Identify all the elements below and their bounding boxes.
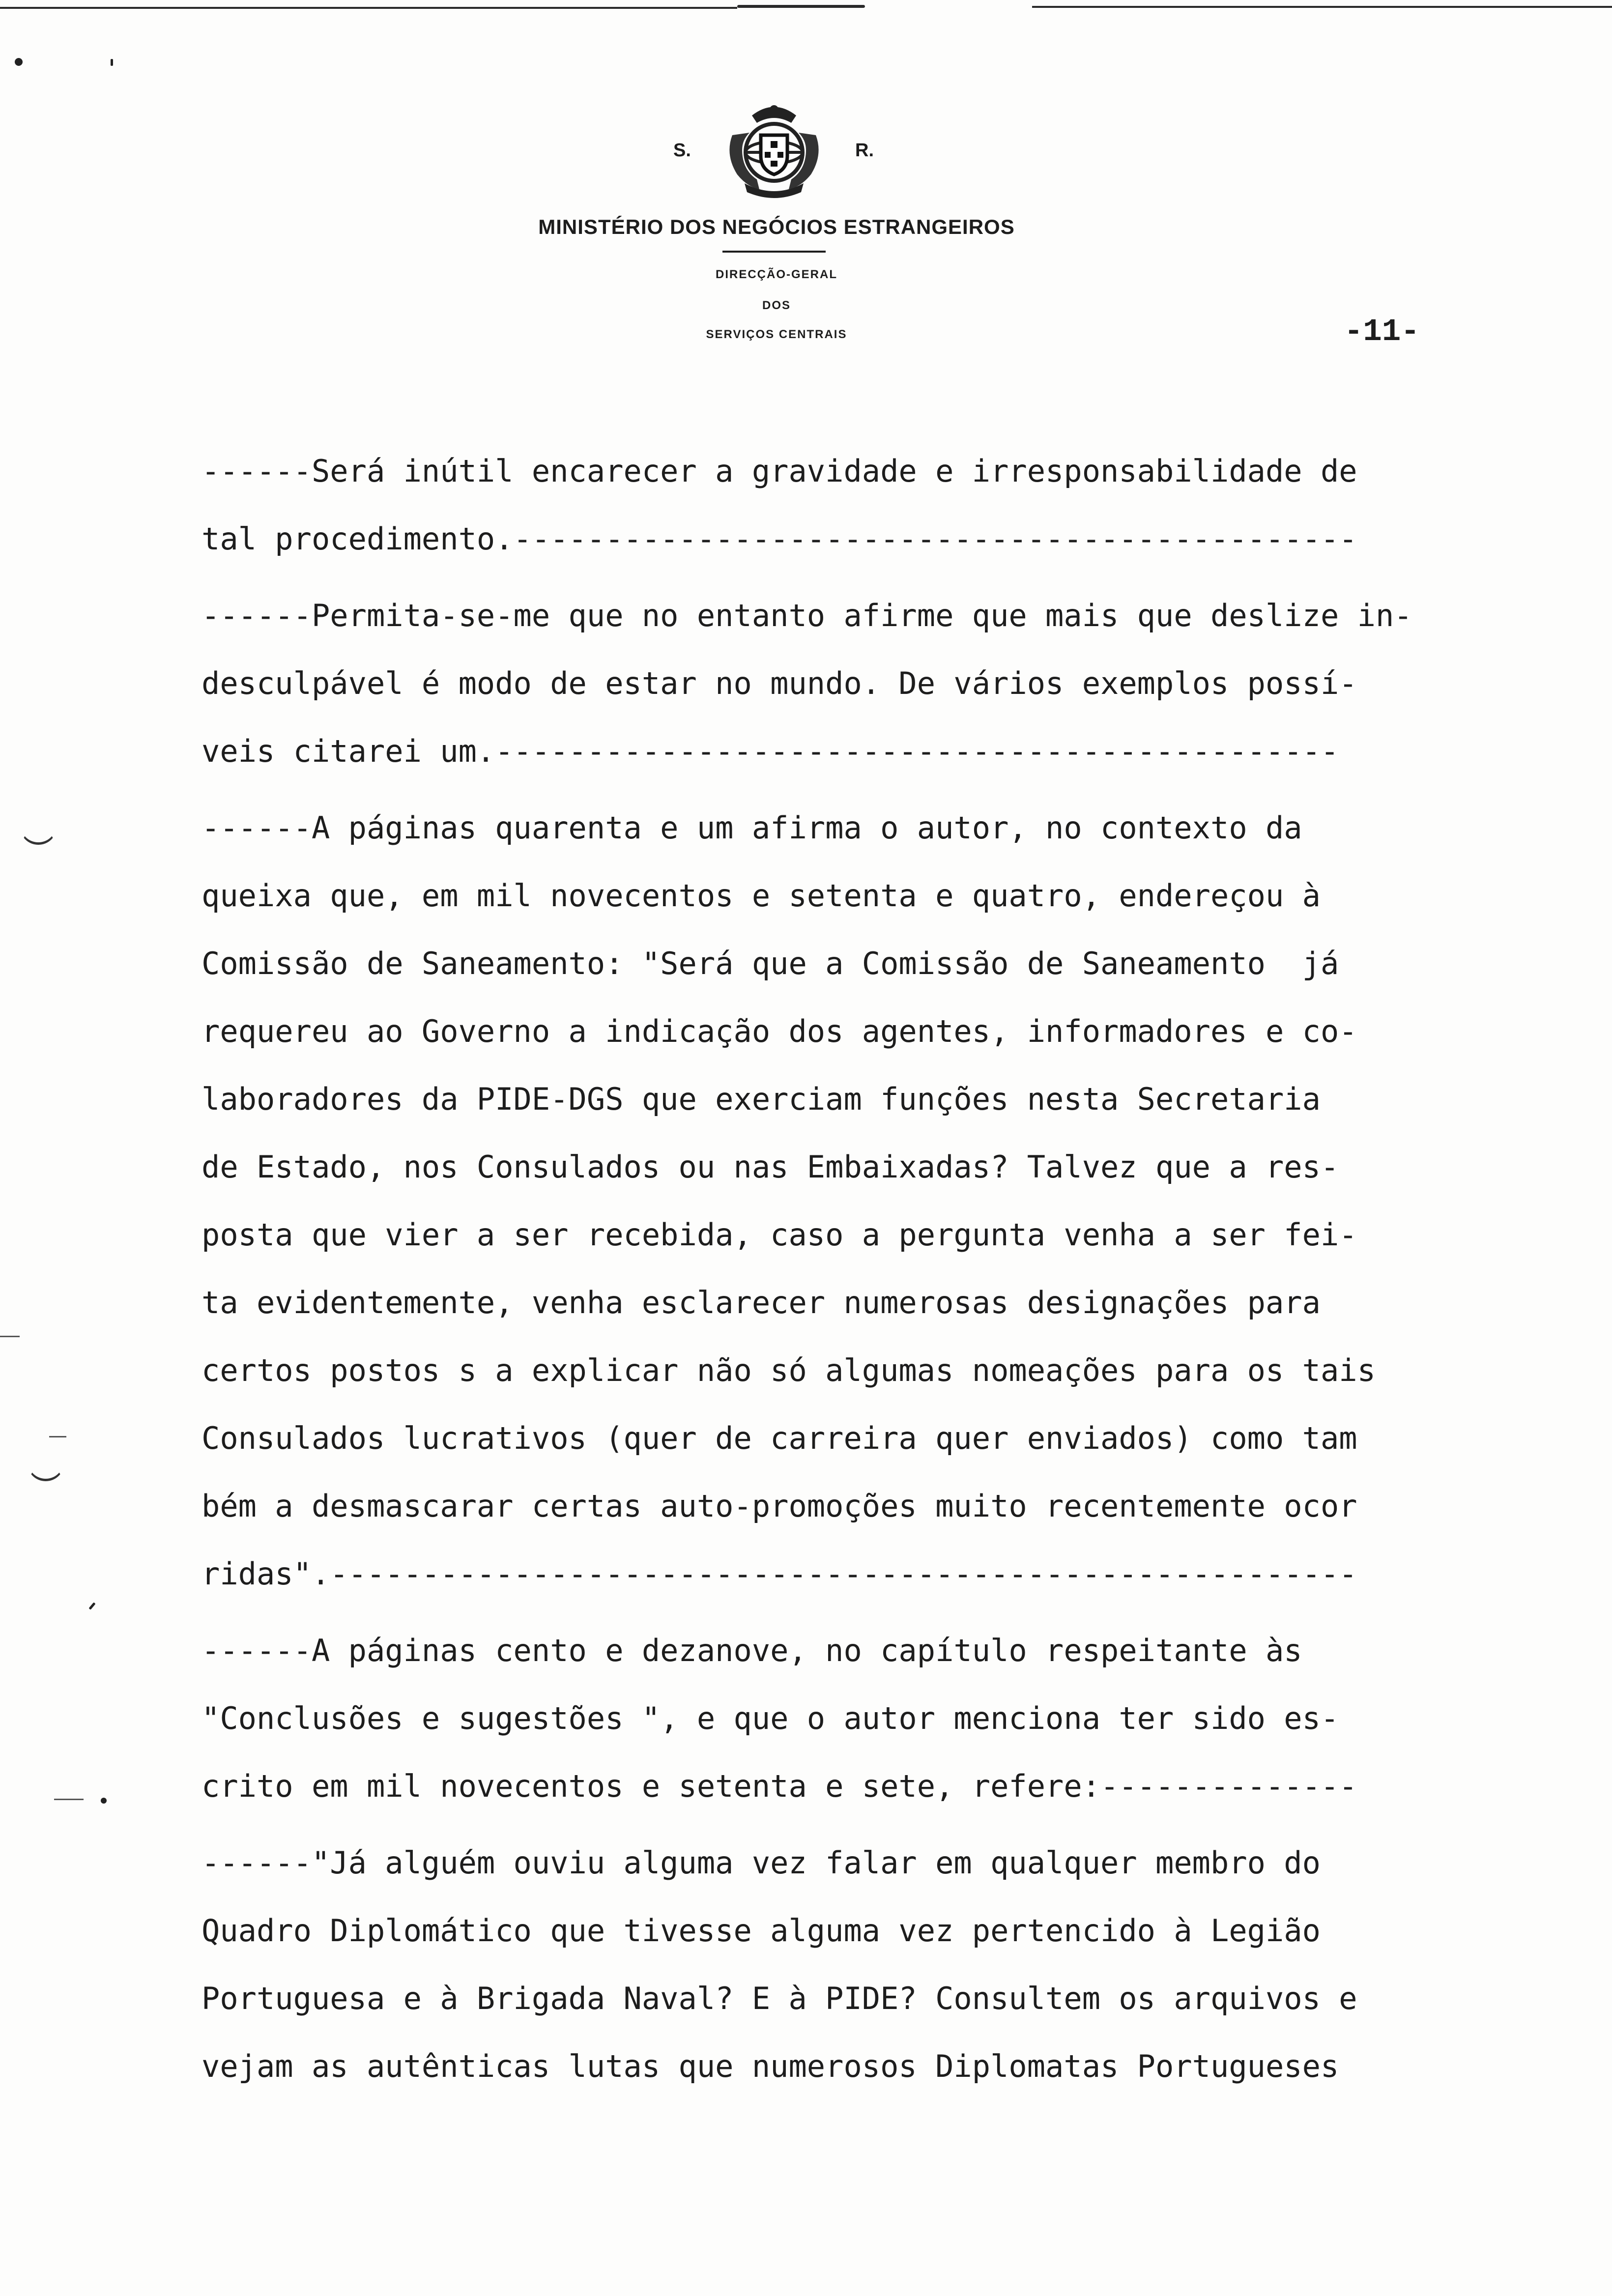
punch-hole-mark	[27, 1462, 64, 1481]
margin-mark	[49, 1436, 66, 1437]
text-line: desculpável é modo de estar no mundo. De vários exemplos possí-	[202, 665, 1357, 701]
text-line: Quadro Diplomático que tivesse alguma vez pertencido à Legião	[202, 1913, 1321, 1949]
text-line: bém a desmascarar certas auto-promoções muito recentemente ocor	[202, 1488, 1357, 1524]
text-line: Comissão de Saneamento: "Será que a Comissão de Saneamento já	[202, 946, 1339, 981]
department-line: DOS	[762, 299, 791, 312]
scan-edge-line	[0, 7, 737, 9]
text-line: posta que vier a ser recebida, caso a pergunta venha a ser fei-	[202, 1217, 1357, 1253]
text-line: ta evidentemente, venha esclarecer numerosas designações para	[202, 1285, 1321, 1320]
text-line: "Conclusões e sugestões ", e que o autor menciona ter sido es-	[202, 1700, 1339, 1736]
letterhead-left-initial: S.	[673, 140, 691, 161]
text-line: certos postos s a explicar não só algumas nomeações para os tais	[202, 1352, 1376, 1388]
text-line: ridas".--------------------------------------------------------	[202, 1556, 1357, 1592]
text-line: tal procedimento.----------------------------------------------	[202, 521, 1357, 557]
text-line: Consulados lucrativos (quer de carreira quer enviados) como tam	[202, 1420, 1357, 1456]
punch-hole-mark	[20, 826, 57, 845]
text-line: veis citarei um.----------------------------------------------	[202, 733, 1339, 769]
scan-edge-line	[1032, 6, 1612, 8]
department-line: DIRECÇÃO-GERAL	[716, 268, 837, 281]
page-number: -11-	[1344, 315, 1420, 350]
ministry-name: MINISTÉRIO DOS NEGÓCIOS ESTRANGEIROS	[538, 215, 1015, 238]
text-line: vejam as autênticas lutas que numerosos Diplomatas Portugueses	[202, 2048, 1339, 2084]
text-line: laboradores da PIDE-DGS que exerciam funções nesta Secretaria	[202, 1081, 1321, 1117]
scan-edge-line	[737, 5, 865, 8]
text-line: de Estado, nos Consulados ou nas Embaixadas? Talvez que a res-	[202, 1149, 1339, 1185]
text-line: ------A páginas cento e dezanove, no capítulo respeitante às	[202, 1633, 1302, 1668]
scan-speck	[111, 59, 113, 66]
text-line: ------Será inútil encarecer a gravidade e irresponsabilidade de	[202, 453, 1357, 489]
scan-speck	[15, 58, 23, 66]
margin-mark	[0, 1336, 20, 1337]
scan-speck	[101, 1798, 107, 1804]
text-line: crito em mil novecentos e setenta e sete, refere:--------------	[202, 1768, 1357, 1804]
letterhead-rule	[722, 251, 826, 253]
scan-speck	[88, 1602, 95, 1609]
text-line: requereu ao Governo a indicação dos agentes, informadores e co-	[202, 1013, 1357, 1049]
margin-mark	[54, 1799, 84, 1800]
letterhead-right-initial: R.	[855, 140, 874, 161]
text-line: ------A páginas quarenta e um afirma o autor, no contexto da	[202, 810, 1302, 846]
text-line: ------"Já alguém ouviu alguma vez falar em qualquer membro do	[202, 1845, 1321, 1881]
text-line: ------Permita-se-me que no entanto afirme que mais que deslize in-	[202, 598, 1412, 633]
department-line: SERVIÇOS CENTRAIS	[706, 328, 847, 341]
text-line: Portuguesa e à Brigada Naval? E à PIDE? Consultem os arquivos e	[202, 1980, 1357, 2016]
text-line: queixa que, em mil novecentos e setenta e quatro, endereçou à	[202, 878, 1321, 914]
body-text	[202, 437, 1499, 2100]
coat-of-arms-emblem	[722, 101, 826, 199]
